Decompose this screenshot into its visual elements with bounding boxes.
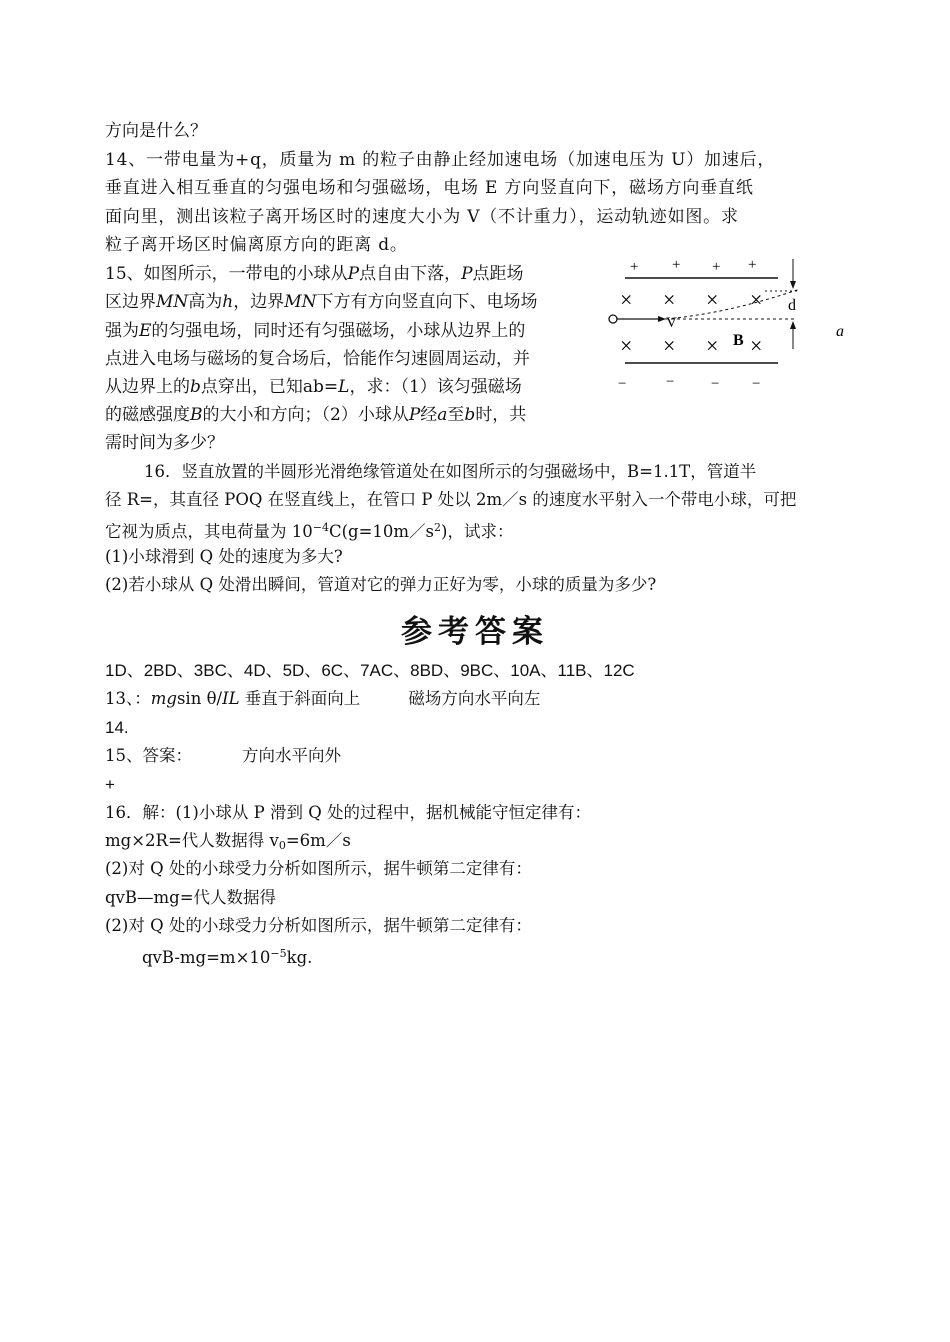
magnetic-field-label: B bbox=[733, 332, 744, 349]
q15-line-3: 强为E的匀强电场，同时还有匀强磁场，小球从边界上的 bbox=[105, 321, 526, 341]
point-a-label: a bbox=[836, 323, 844, 340]
minus-sign: − bbox=[618, 376, 627, 392]
answer-16-line-2: mg×2R=代人数据得 $v_0=6m/s$ bbox=[105, 831, 351, 852]
plus-sign: + bbox=[630, 259, 639, 275]
velocity-selector-figure bbox=[600, 245, 860, 395]
answer-16-line-3: (2)对 Q 处的小球受力分析如图所示，据牛顿第二定律有： bbox=[105, 859, 532, 878]
answer-1-12: 1D、2BD、3BC、4D、5D、6C、7AC、8BD、9BC、10A、11B、12C bbox=[105, 661, 635, 680]
q16-line-3: 它视为质点，其电荷量为 $10^{-4}C(g=10m/s^2)$，试求： bbox=[105, 521, 514, 541]
q14-line-4: 粒子离开场区时偏离原方向的距离 d。 bbox=[105, 235, 408, 255]
field-cross: × bbox=[620, 287, 633, 312]
answer-15: 15、答案： 方向水平向外 bbox=[105, 746, 341, 765]
q15-line-6: 的磁感强度B的大小和方向；（2）小球从P经a至b时，共 bbox=[105, 405, 527, 425]
minus-sign: − bbox=[666, 374, 675, 390]
field-cross: × bbox=[663, 333, 676, 358]
particle bbox=[609, 315, 617, 323]
answers-title: 参考答案 bbox=[401, 614, 549, 650]
q14-line-1: 14、一带电量为+q，质量为 m 的粒子由静止经加速电场（加速电压为 U）加速后， bbox=[105, 150, 776, 170]
d-arrowhead-top bbox=[790, 281, 796, 289]
q13-tail-text: 方向是什么？ bbox=[105, 121, 207, 141]
field-cross: × bbox=[620, 333, 633, 358]
q15-line-7: 需时间为多少？ bbox=[105, 433, 224, 453]
answer-16-line-5: (2)对 Q 处的小球受力分析如图所示，据牛顿第二定律有： bbox=[105, 916, 532, 935]
plus-sign: + bbox=[672, 257, 681, 273]
q15-line-4: 点进入电场与磁场的复合场后，恰能作匀速圆周运动，并 bbox=[105, 349, 530, 369]
minus-sign: − bbox=[752, 376, 761, 392]
field-cross: × bbox=[750, 333, 763, 358]
q14-line-2: 垂直进入相互垂直的匀强电场和匀强磁场，电场 E 方向竖直向下，磁场方向垂直纸 bbox=[105, 178, 754, 198]
plus-sign: + bbox=[748, 257, 757, 273]
q16-line-2: 径 R=，其直径 POQ 在竖直线上，在管口 P 处以 2m／s 的速度水平射入一个带电小球，可把 bbox=[105, 490, 797, 509]
answer-16-line-6: qvB-$mg=m\times 10^{-5}kg$. bbox=[142, 947, 313, 967]
answer-14: 14. bbox=[105, 718, 129, 737]
q15-line-5: 从边界上的b点穿出，已知ab=L，求：（1）该匀强磁场 bbox=[105, 377, 522, 397]
q15-line-2: 区边界MN高为h，边界MN下方有方向竖直向下、电场场 bbox=[105, 292, 538, 312]
velocity-arrowhead bbox=[658, 316, 666, 322]
field-cross: × bbox=[750, 287, 763, 312]
d-label: d bbox=[788, 297, 796, 314]
field-cross: × bbox=[706, 287, 719, 312]
answer-13: 13、：mgsin θ/IL 垂直于斜面向上 磁场方向水平向左 bbox=[105, 689, 541, 708]
plus-sign: + bbox=[712, 259, 721, 275]
field-cross: × bbox=[706, 333, 719, 358]
q16-line-5: (2)若小球从 Q 处滑出瞬间，管道对它的弹力正好为零，小球的质量为多少? bbox=[105, 575, 657, 594]
minus-sign: − bbox=[711, 376, 720, 392]
trajectory bbox=[666, 289, 800, 319]
q16-line-1: 16．竖直放置的半圆形光滑绝缘管道处在如图所示的匀强磁场中，B=1.1T，管道半 bbox=[144, 462, 757, 481]
q15-line-1: 15、如图所示，一带电的小球从P点自由下落，P点距场 bbox=[105, 264, 524, 284]
q16-line-4: (1)小球滑到 Q 处的速度为多大? bbox=[105, 547, 343, 566]
velocity-label: V bbox=[666, 315, 677, 331]
q14-line-3: 面向里，测出该粒子离开场区时的速度大小为 V（不计重力），运动轨迹如图。求 bbox=[105, 207, 739, 227]
answer-16-line-1: 16．解：(1)小球从 P 滑到 Q 处的过程中，据机械能守恒定律有： bbox=[105, 803, 591, 822]
answer-16-line-4: qvB—mg=代人数据得 bbox=[105, 888, 277, 907]
answer-15-plus: + bbox=[105, 775, 115, 794]
d-arrowhead-bottom bbox=[790, 321, 796, 329]
field-cross: × bbox=[663, 287, 676, 312]
